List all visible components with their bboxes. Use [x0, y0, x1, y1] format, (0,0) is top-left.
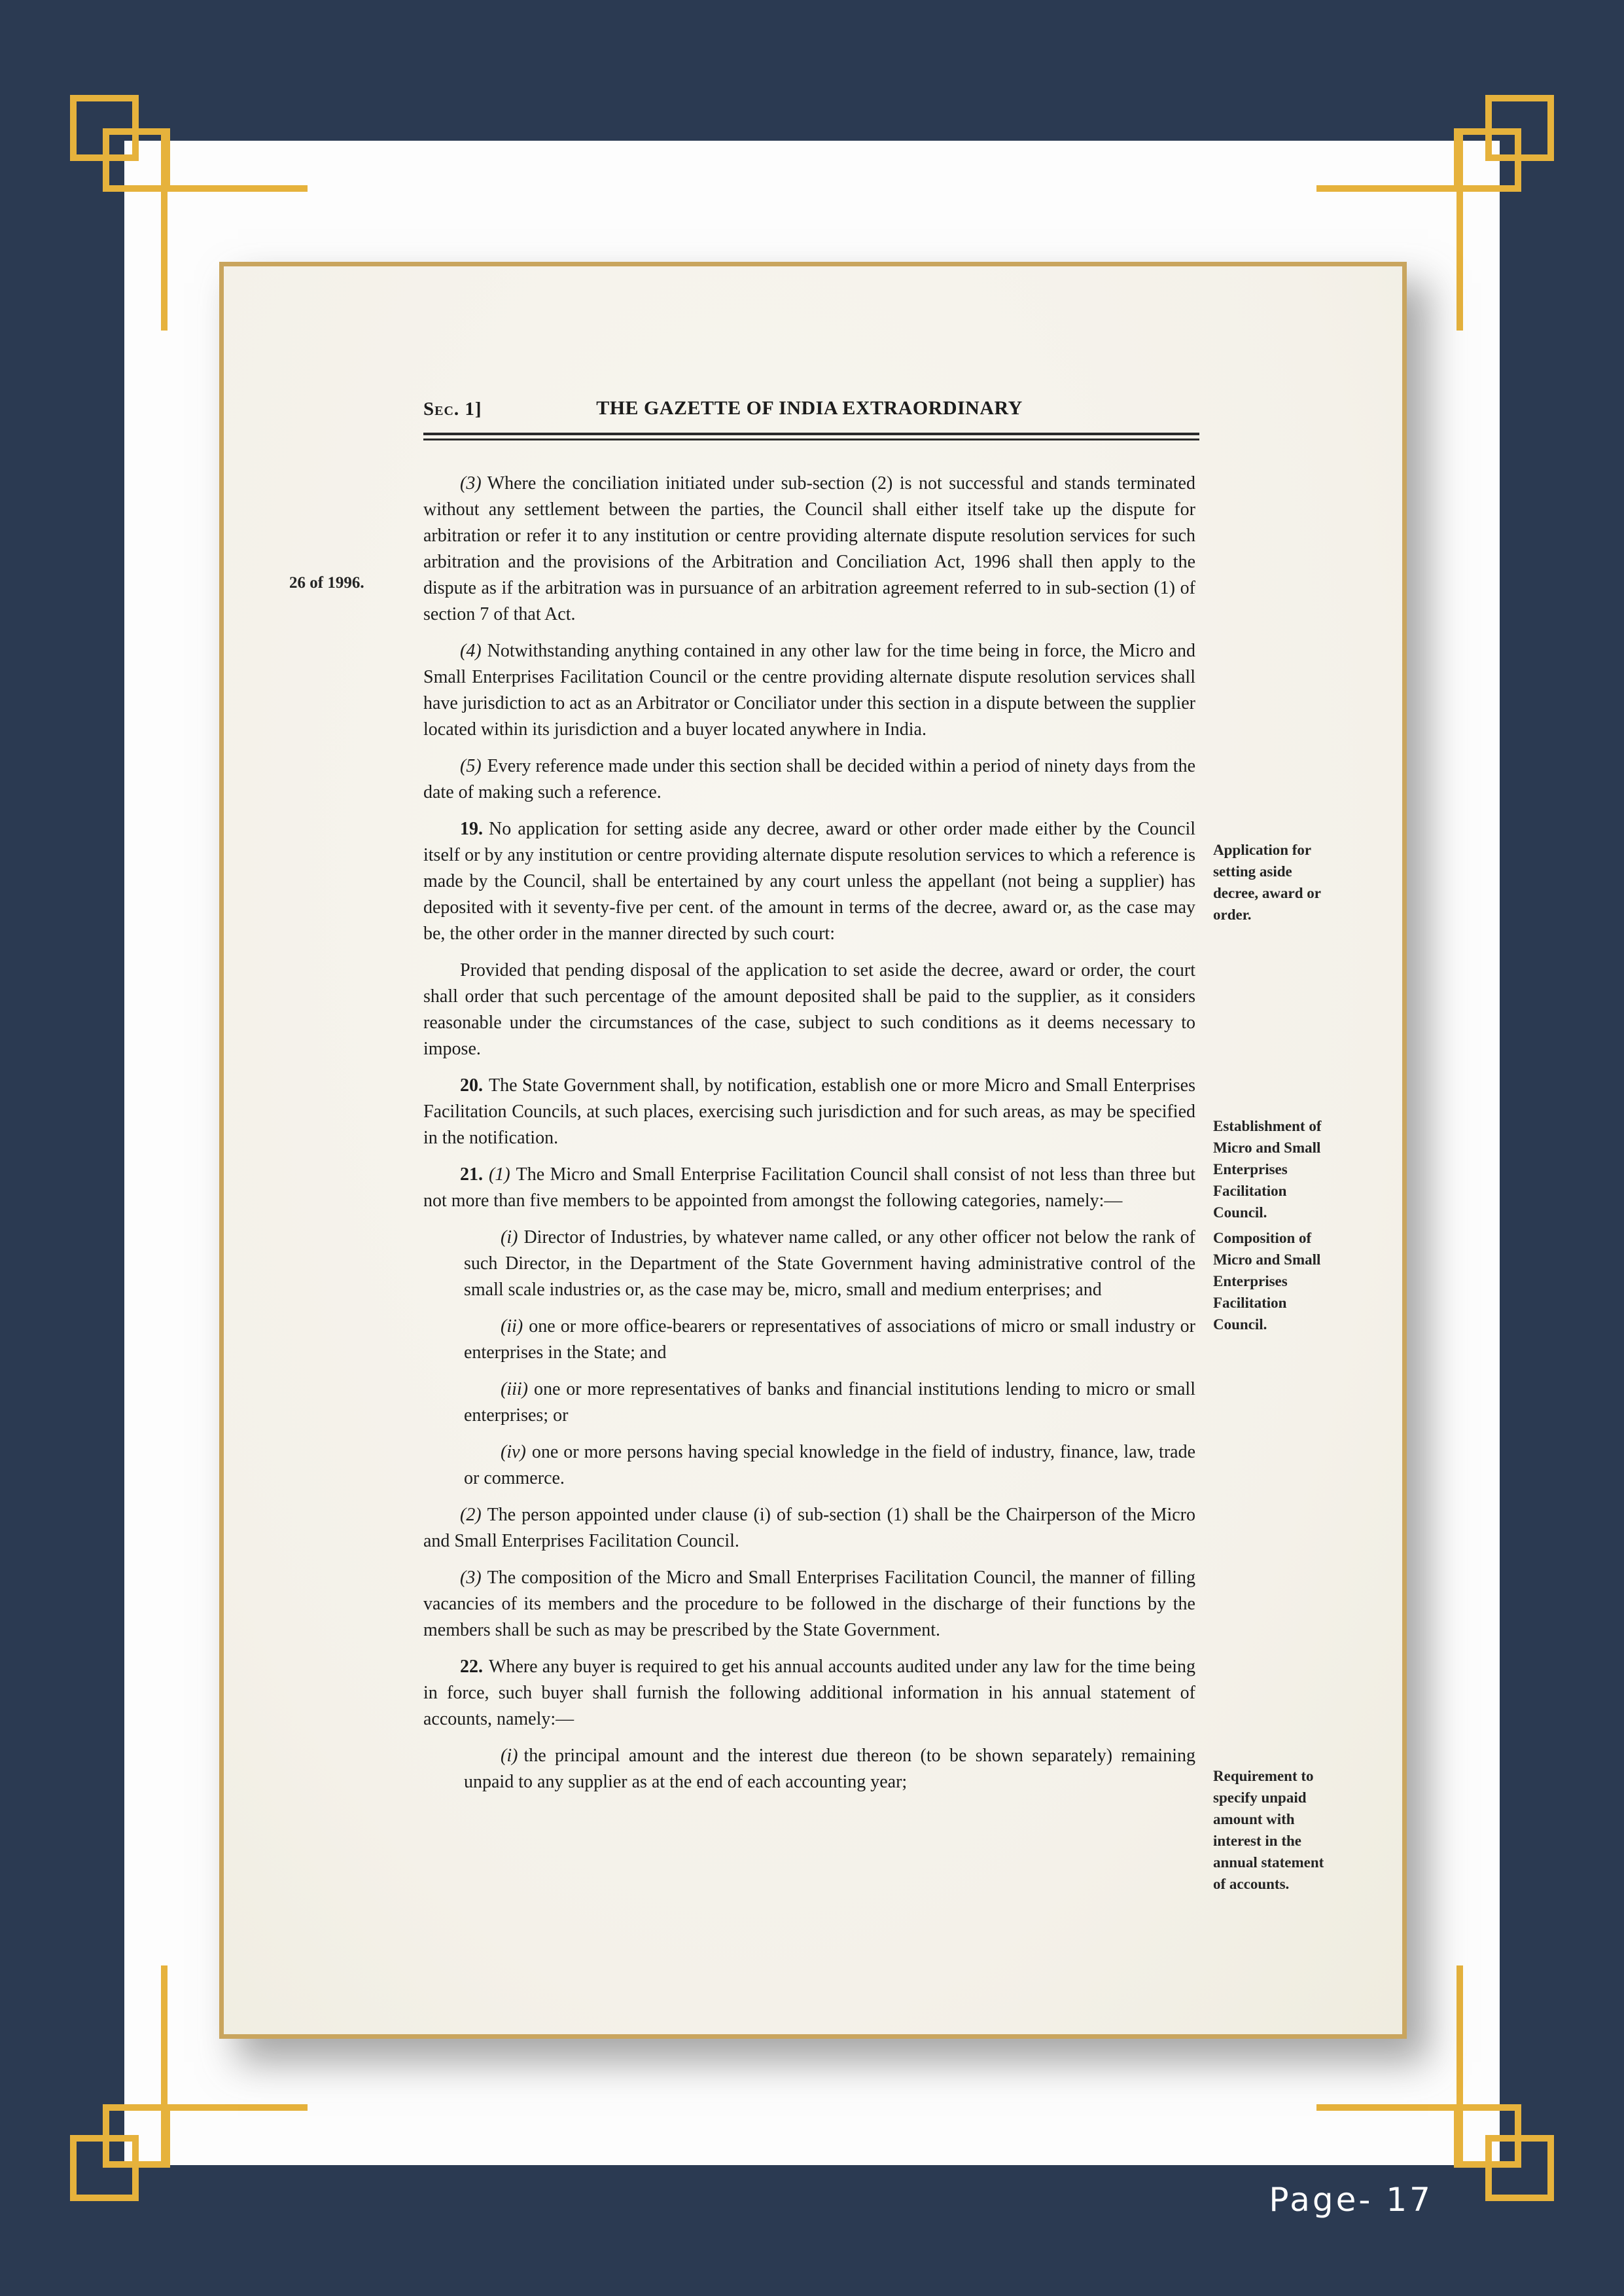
- gazette-scan-page: [219, 262, 1407, 2039]
- page-number-label: Page- 17: [1269, 2181, 1433, 2219]
- margin-note-section-20: Establishment of Micro and Small Enterprises Facilitation Council.: [1213, 1118, 1322, 1221]
- clause-21-iii: (iii) one or more representatives of banks and financial institutions lending to micro or small enterprises; or: [464, 1379, 1195, 1426]
- paragraph-sub-4: (4) Notwithstanding anything contained in any other law for the time being in force, the Micro and Small Enterprises Facilitation Council or the centre providing alternate dispute resolution services shall have jurisdiction to act as an Arbitrator or Conciliator under this section in a dispute between the supplier located within its jurisdiction and a buyer located anywhere in India.: [423, 641, 1195, 740]
- paragraph-proviso: Provided that pending disposal of the application to set aside the decree, award or order, the court shall order that such percentage of the amount deposited shall be paid to the supplier, as it considers reasonable under the circumstances of the case, subject to such conditions as it deems necessary to impose.: [423, 960, 1195, 1059]
- paragraph-section-22: 22. Where any buyer is required to get his annual accounts audited under any law for the time being in force, such buyer shall furnish the following additional information in his annual statement of accounts, namely:—: [423, 1657, 1195, 1729]
- paragraph-section-21-1: 21. (1) The Micro and Small Enterprise Facilitation Council shall consist of not less than three but not more than five members to be appointed from amongst the following categories, namely:—: [423, 1164, 1195, 1211]
- paragraph-section-19: 19. No application for setting aside any decree, award or other order made either by the Council itself or by any institution or centre providing alternate dispute resolution services to which a reference is made by the Council, shall be entertained by any court unless the appellant (not being a supplier) has deposited with it seventy-five per cent. of the amount in terms of the decree, award or, as the case may be, the other order in the manner directed by such court:: [423, 819, 1195, 944]
- clause-22-i: (i) the principal amount and the interest due thereon (to be shown separately) remaining unpaid to any supplier as at the end of each accounting year;: [464, 1746, 1195, 1792]
- header-double-rule: [423, 433, 1199, 440]
- paragraph-section-21-3: (3) The composition of the Micro and Small Enterprises Facilitation Council, the manner of filling vacancies of its members and the procedure to be followed in the discharge of their functions by the members shall be such as may be prescribed by the State Government.: [423, 1568, 1195, 1640]
- margin-note-section-22: Requirement to specify unpaid amount with interest in the annual statement of accounts.: [1213, 1768, 1324, 1892]
- paragraph-sub-3: (3) Where the conciliation initiated under sub-section (2) is not successful and stands terminated without any settlement between the parties, the Council shall either itself take up the dispute for arbitration or refer it to any institution or centre providing alternate dispute resolution services for such arbitration and the provisions of the Arbitration and Conciliation Act, 1996 shall then apply to the dispute as if the arbitration was in pursuance of an arbitration agreement referred to in sub-section (1) of section 7 of that Act.: [423, 473, 1195, 624]
- clause-21-i: (i) Director of Industries, by whatever name called, or any other officer not below the rank of such Director, in the Department of the State Government having administrative control of the small scale industries or, as the case may be, micro, small and medium enterprises; and: [464, 1227, 1195, 1300]
- paragraph-section-21-2: (2) The person appointed under clause (i) of sub-section (1) shall be the Chairperson of the Micro and Small Enterprises Facilitation Council.: [423, 1505, 1195, 1551]
- section-marker: Sec. 1]: [423, 399, 482, 420]
- clause-21-iv: (iv) one or more persons having special knowledge in the field of industry, finance, law, trade or commerce.: [464, 1442, 1195, 1488]
- gazette-title: THE GAZETTE OF INDIA EXTRAORDINARY: [596, 397, 1023, 419]
- clause-21-ii: (ii) one or more office-bearers or representatives of associations of micro or small industry or enterprises in the State; and: [464, 1316, 1195, 1363]
- gazette-header: [423, 397, 1195, 426]
- paragraph-section-20: 20. The State Government shall, by notification, establish one or more Micro and Small Enterprises Facilitation Councils, at such places, exercising such jurisdiction and for such areas, as may be specified in the notification.: [423, 1075, 1195, 1148]
- margin-note-act-reference: 26 of 1996.: [289, 574, 364, 592]
- body-text-column: [423, 471, 1195, 1795]
- margin-note-section-19: Application for setting aside decree, award or order.: [1213, 842, 1321, 923]
- margin-note-section-21: Composition of Micro and Small Enterprises Facilitation Council.: [1213, 1230, 1321, 1333]
- paragraph-sub-5: (5) Every reference made under this section shall be decided within a period of ninety days from the date of making such a reference.: [423, 756, 1195, 802]
